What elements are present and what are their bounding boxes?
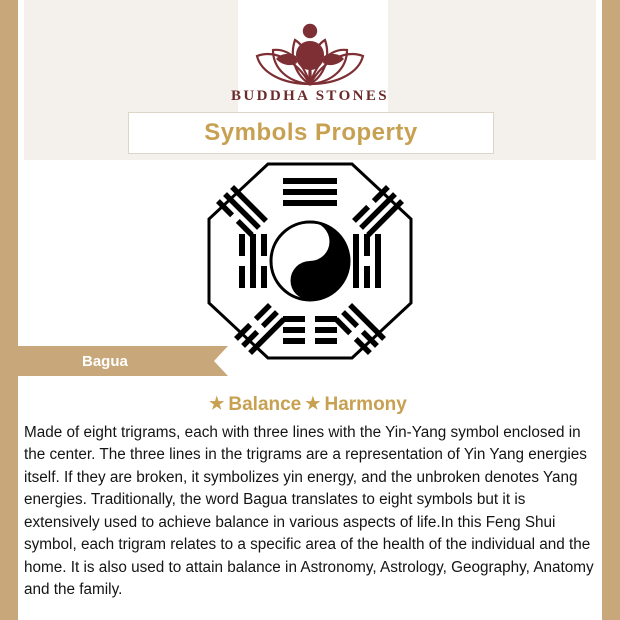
subtitle-word-balance: Balance (228, 394, 302, 415)
star-icon-left: ★ (209, 394, 225, 413)
bagua-figure (24, 160, 596, 360)
figure-label-ribbon (0, 346, 214, 376)
description-paragraph: Made of eight trigrams, each with three lines with the Yin-Yang symbol enclosed in the center. The three lines in the trigrams are a representation of Yin Yang energies itself. If they are broken, it symbolizes yin energy, and the unbroken denotes Yang energies. Traditionally, the word Bagua translates to eight symbols but it is extensively used to achieve balance in various aspects of life.In this Feng Shui symbol, each trigram relates to a specific area of the health of the individual and the home. It is also used to attain balance in Astronomy, Astrology, Geography, Anatomy and the family. (24, 424, 594, 599)
subtitle-word-harmony: Harmony (324, 394, 407, 415)
title-banner (128, 112, 494, 154)
bagua-yin-yang-icon (165, 156, 455, 366)
content-area (24, 160, 596, 620)
star-icon-middle: ★ (305, 394, 321, 413)
figure-label: Bagua (82, 352, 128, 370)
brand-logo (0, 14, 620, 105)
brand-name: BUDDHA STONES (230, 88, 390, 104)
lotus-icon (251, 14, 369, 86)
page-title: Symbols Property (204, 119, 418, 146)
subtitle (24, 394, 596, 416)
